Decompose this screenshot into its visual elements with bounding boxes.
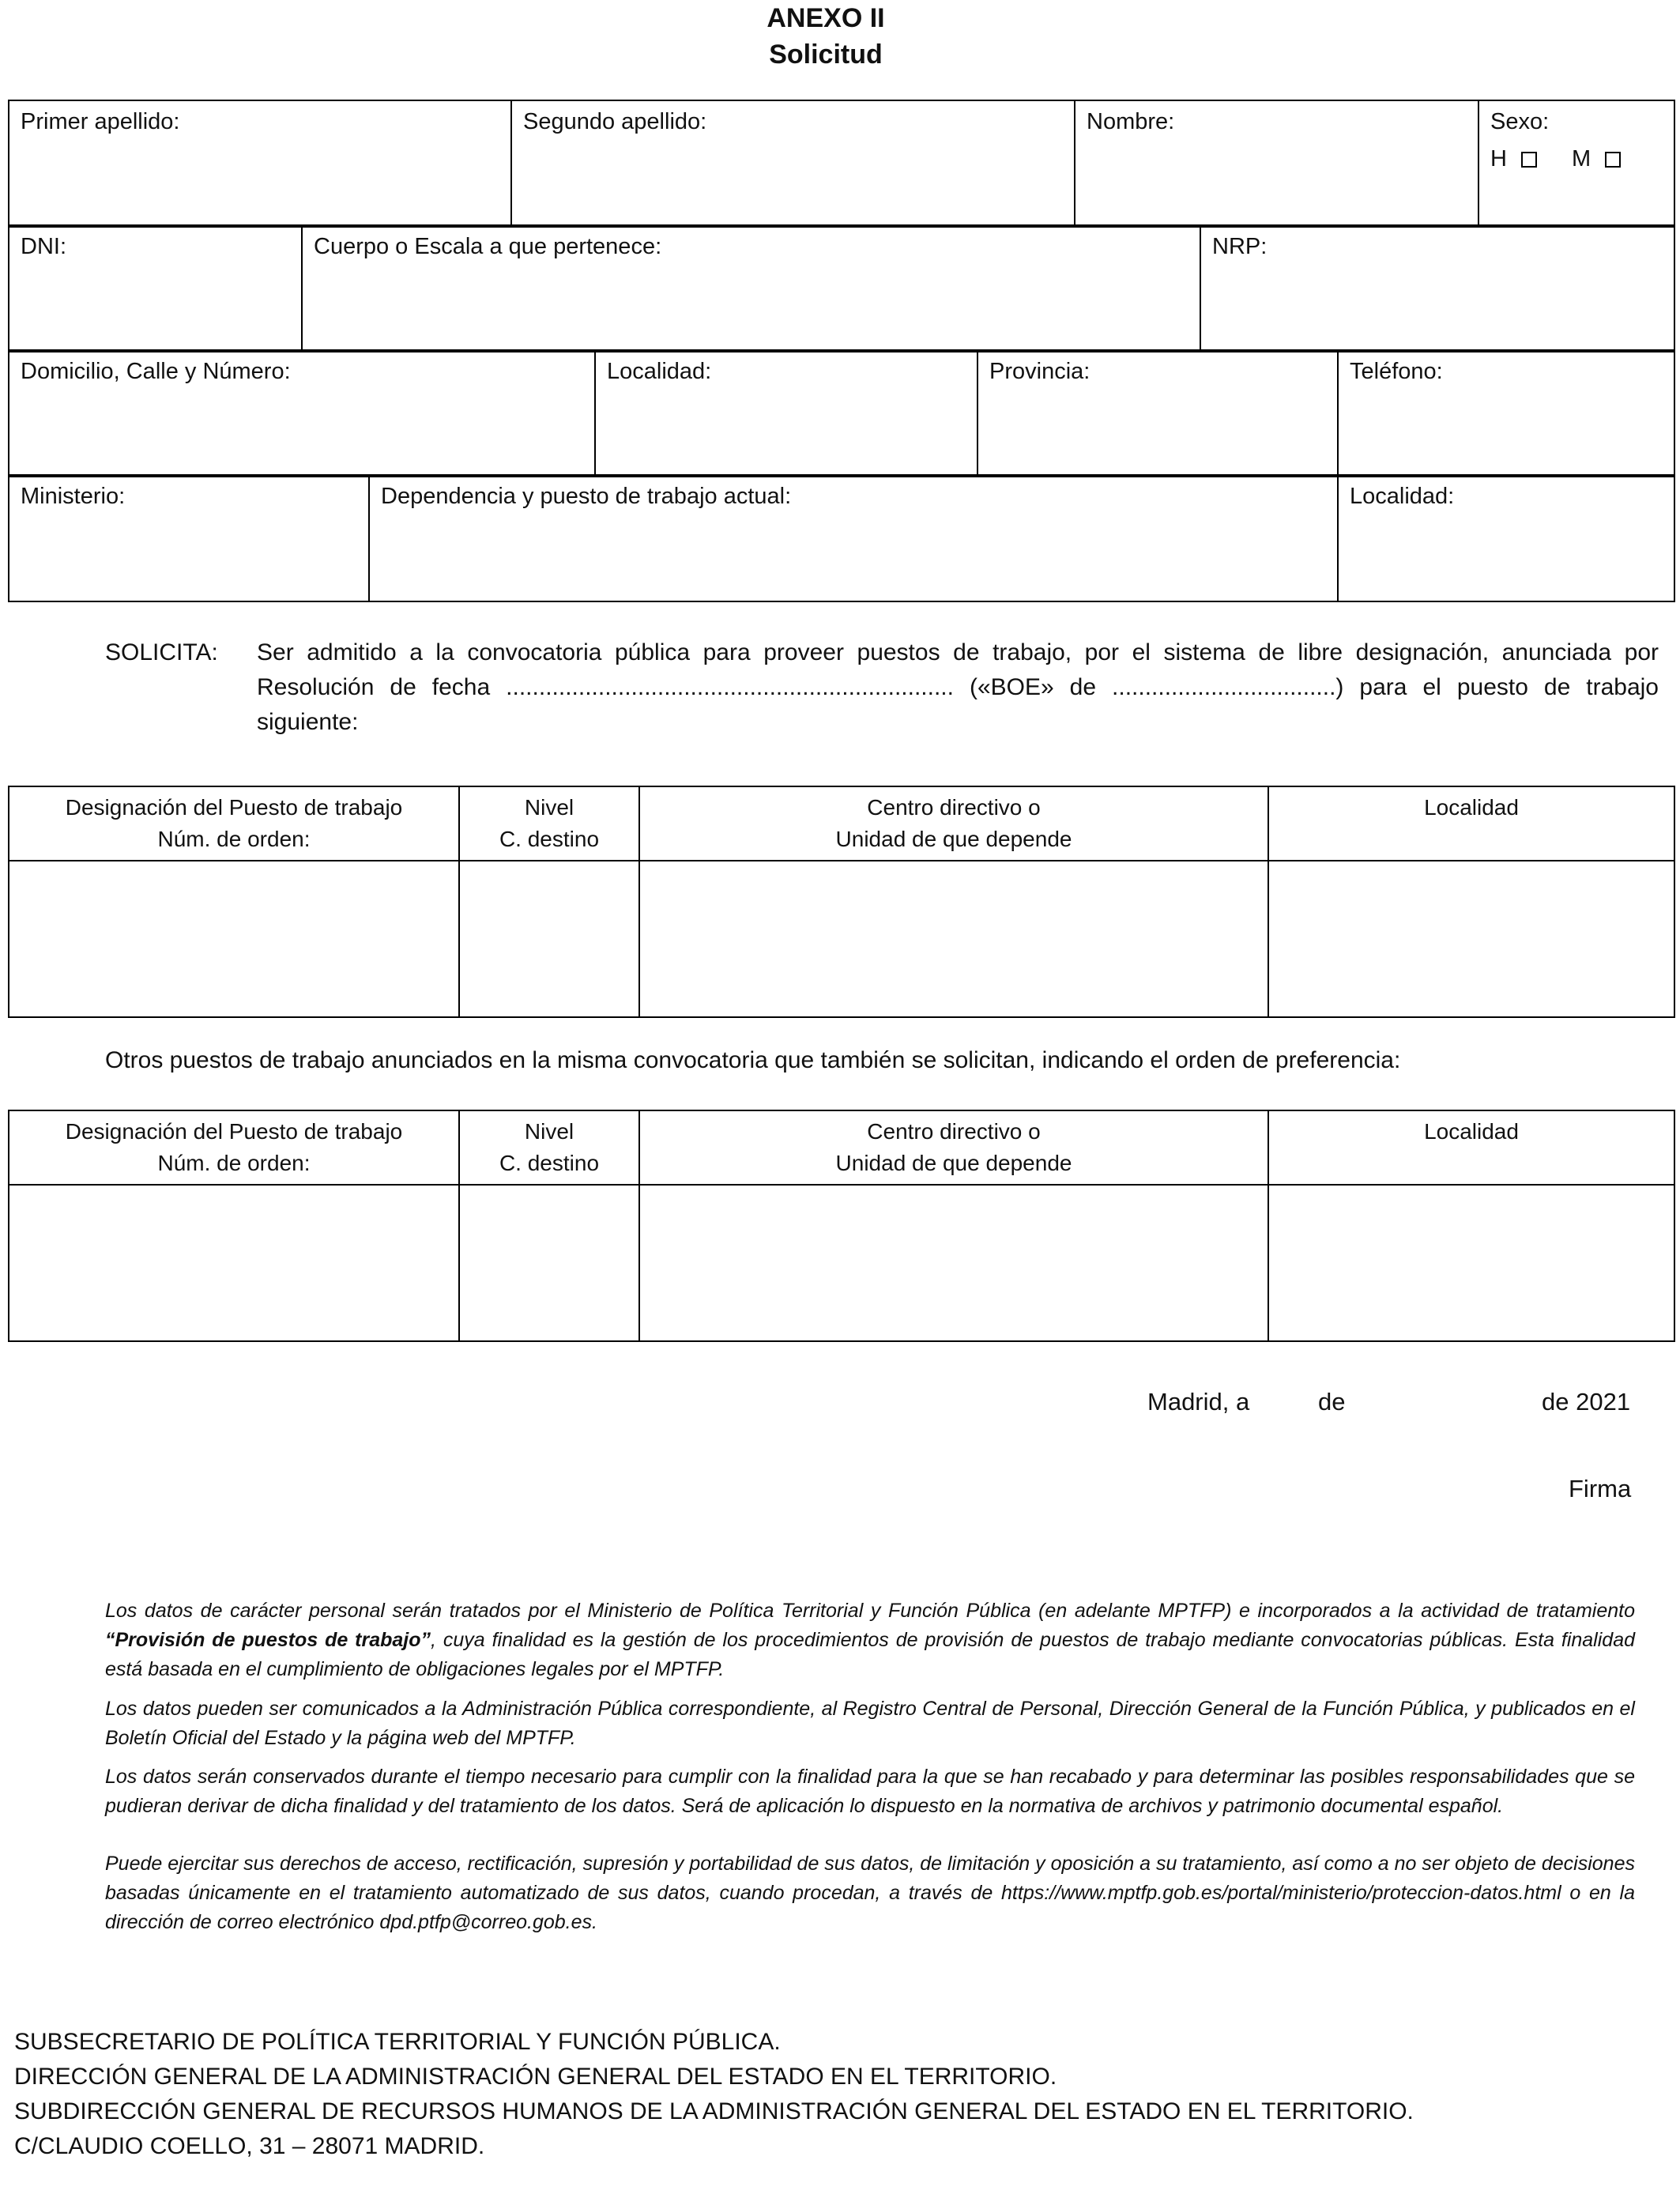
legal-paragraph-3: Los datos serán conservados durante el tiempo necesario para cumplir con la finalidad para la que se han recabado y para determinar las posibles responsabilidades que se pudieran derivar de dicha finalidad y del tratamiento de los datos. Será de aplicación lo dispuesto en la normativa de archivos y patrimonio documental español. [105,1766,1635,1817]
nrp-label: NRP: [1212,234,1268,259]
otros-designacion-cell[interactable] [9,1185,459,1341]
header-centro-line1: Centro directivo o [867,795,1041,820]
personal-row-3 [8,349,1675,477]
telefono-label: Teléfono: [1350,359,1443,384]
localidad-label: Localidad: [607,359,712,384]
puesto-centro-cell[interactable] [639,861,1268,1017]
sexo-m-label: M [1571,146,1591,172]
provincia-label: Provincia: [989,359,1090,384]
header-designacion-line1: Designación del Puesto de trabajo [65,795,403,820]
primer-apellido-field[interactable] [9,100,511,227]
dependencia-field[interactable] [369,475,1338,601]
annex-title: ANEXO II [767,3,885,33]
otros-centro-line2: Unidad de que depende [835,1151,1072,1175]
nombre-label: Nombre: [1087,109,1175,134]
personal-row-1 [8,100,1675,228]
legal-paragraph-4: Puede ejercitar sus derechos de acceso, rectificación, supresión y portabilidad de sus datos, de limitación y oposición a su tratamiento, así como a no ser objeto de decisiones basadas únicamente en el tratamiento automatizado de sus datos, cuando procedan, a través de https://www.mptfp.gob.es/portal/ministerio/proteccion-datos.html o en la dirección de correo electrónico dpd.ptfp@correo.gob.es. [105,1853,1635,1933]
header-localidad-label: Localidad [1424,795,1519,820]
puesto-header-centro [639,786,1268,861]
otros-designacion-line2: Núm. de orden: [157,1151,311,1175]
dependencia-label: Dependencia y puesto de trabajo actual: [381,484,792,509]
otros-puestos-table [8,1110,1675,1342]
puesto-header-nivel [459,786,639,861]
provincia-field[interactable] [977,350,1338,477]
solicita-label: SOLICITA: [105,639,218,665]
nombre-field[interactable] [1075,100,1478,227]
solicita-block [105,635,1659,740]
legal-p1-bold: “Provisión de puestos de trabajo” [105,1629,431,1651]
cuerpo-field[interactable] [302,225,1200,352]
localidad2-field[interactable] [1338,475,1674,601]
domicilio-field[interactable] [9,350,595,477]
dni-label: DNI: [21,234,66,259]
fecha-de-1: de [1318,1388,1346,1416]
footer-line-1: SUBSECRETARIO DE POLÍTICA TERRITORIAL Y FUNCIÓN PÚBLICA. [14,2029,781,2055]
legal-paragraph-1 [105,1596,1635,1684]
otros-centro-cell[interactable] [639,1185,1268,1341]
otros-header-localidad [1268,1110,1674,1185]
footer-line-2: DIRECCIÓN GENERAL DE LA ADMINISTRACIÓN GENERAL DEL ESTADO EN EL TERRITORIO. [14,2064,1057,2090]
sexo-field [1478,100,1674,227]
puesto-nivel-cell[interactable] [459,861,639,1017]
personal-row-2 [8,224,1675,352]
primer-apellido-label: Primer apellido: [21,109,180,134]
solicita-text: Ser admitido a la convocatoria pública para proveer puestos de trabajo, por el sistema de libre designación, anunciada por Resolución de fecha .................................................................... («BOE» de ..................................) para el puesto de trabajo siguiente: [257,639,1659,735]
legal-p1-part-a: Los datos de carácter personal serán tratados por el Ministerio de Política Territorial y Función Pública (en adelante MPTFP) e incorporados a la actividad de tratamiento [105,1600,1635,1622]
sexo-label: Sexo: [1490,109,1550,134]
telefono-field[interactable] [1338,350,1674,477]
footer-line-4: C/CLAUDIO COELLO, 31 – 28071 MADRID. [14,2133,485,2159]
footer-line-3: SUBDIRECCIÓN GENERAL DE RECURSOS HUMANOS DE LA ADMINISTRACIÓN GENERAL DEL ESTADO EN EL TERRITORIO. [14,2098,1414,2124]
otros-header-designacion [9,1110,459,1185]
otros-localidad-label: Localidad [1424,1119,1519,1144]
puesto-designacion-cell[interactable] [9,861,459,1017]
puesto-header-designacion [9,786,459,861]
firma-label: Firma [1569,1475,1632,1502]
localidad-field[interactable] [595,350,977,477]
header-centro-line2: Unidad de que depende [835,827,1072,851]
otros-nivel-line1: Nivel [524,1119,574,1144]
ministerio-field[interactable] [9,475,369,601]
segundo-apellido-field[interactable] [511,100,1075,227]
header-nivel-line2: C. destino [499,827,600,851]
fecha-city: Madrid, a [1147,1388,1250,1416]
ministerio-label: Ministerio: [21,484,126,509]
footer-address [14,2025,1414,2164]
sexo-m-checkbox[interactable] [1605,152,1621,168]
otros-localidad-cell[interactable] [1268,1185,1674,1341]
domicilio-label: Domicilio, Calle y Número: [21,359,291,384]
cuerpo-label: Cuerpo o Escala a que pertenece: [314,234,662,259]
sexo-h-label: H [1490,146,1507,172]
otros-centro-line1: Centro directivo o [867,1119,1041,1144]
fecha-de-year: de 2021 [1542,1388,1631,1416]
otros-header-nivel [459,1110,639,1185]
nrp-field[interactable] [1200,225,1674,352]
otros-puestos-text: Otros puestos de trabajo anunciados en la misma convocatoria que también se solicitan, indicando el orden de preferencia: [105,1047,1401,1073]
form-title: Solicitud [769,40,883,70]
sexo-h-checkbox[interactable] [1521,152,1537,168]
puesto-header-localidad [1268,786,1674,861]
dni-field[interactable] [9,225,302,352]
otros-nivel-cell[interactable] [459,1185,639,1341]
puesto-localidad-cell[interactable] [1268,861,1674,1017]
otros-designacion-line1: Designación del Puesto de trabajo [65,1119,403,1144]
header-designacion-line2: Núm. de orden: [157,827,311,851]
otros-nivel-line2: C. destino [499,1151,600,1175]
segundo-apellido-label: Segundo apellido: [523,109,707,134]
personal-row-4 [8,474,1675,602]
legal-paragraph-2: Los datos pueden ser comunicados a la Administración Pública correspondiente, al Registro Central de Personal, Dirección General de la Función Pública, y publicados en el Boletín Oficial del Estado y la página web del MPTFP. [105,1698,1635,1749]
otros-header-centro [639,1110,1268,1185]
puesto-table [8,786,1675,1018]
legal-p1-part-b: , cuya finalidad es la gestión de los procedimientos de provisión de puestos de trabajo mediante convocatorias públicas. Esta finalidad está basada en el cumplimiento de obligaciones legales por el MPTFP. [105,1629,1635,1680]
header-nivel-line1: Nivel [524,795,574,820]
localidad2-label: Localidad: [1350,484,1455,509]
